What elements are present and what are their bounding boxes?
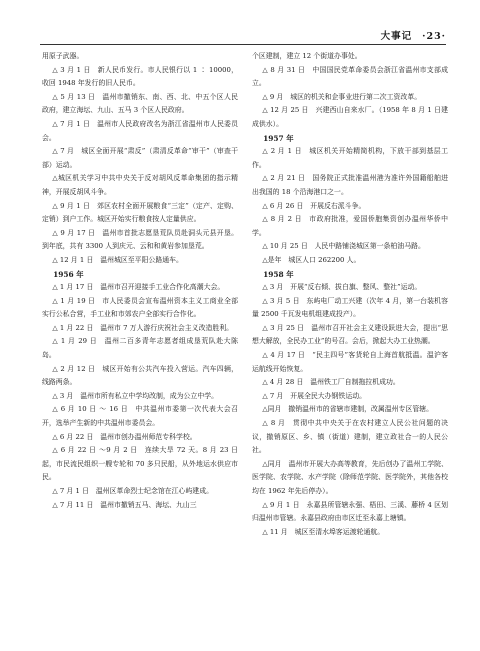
left-entry: △ 6 月 22 日 温州市创办温州师范专科学校。	[52, 432, 197, 441]
right-entry: △ 8 月 31 日 中国国民党革命委员会浙江省温州市支部成立。	[252, 65, 448, 88]
left-entry: △ 5 月 13 日 温州市撤销东、南、西、北、中五个区人民政府，建立海坛、九山、五马 3 个区人民政府。	[42, 92, 238, 115]
left-entry: △ 9 月 17 日 温州市首批志愿垦荒队员赴洞头元县开垦。到年底，共有 3300 人到庆元、云和和黄岩参加垦荒。	[42, 228, 238, 251]
right-column	[252, 50, 448, 641]
right-entry: △同月 温州市开展大办高等教育，先后创办了温州工学院、医学院、农学院、水产学院（除师范学院、医学院外，其他各校均在 1962 年先后停办）。	[252, 459, 448, 495]
right-entry: △ 4 月 17 日 “民主四号”客货轮自上海首航抵温。温沪客运航线开始恢复。	[252, 351, 448, 373]
right-entry: △ 9 月 1 日 永嘉县所管辖永强、梧田、三溪、藤桥 4 区划归温州市管辖。永嘉县政府由市区迁至永嘉上塘镇。	[252, 500, 448, 523]
right-entry: △ 9 月 城区的机关和企事业进行第二次工资改革。	[262, 92, 422, 101]
right-entry: △ 4 月 28 日 温州铁工厂自制拖拉机成功。	[262, 378, 400, 387]
left-entry: △ 6 月 10 日 ～ 16 日 中共温州市委第一次代表大会召开，选举产生新的中共温州市委员会。	[42, 405, 238, 428]
right-entry: △ 8 月 贯彻中共中央关于在农村建立人民公社问题的决议，撤销原区、乡、镇（街道）建制，建立政社合一的人民公社。	[252, 419, 448, 455]
right-entry: △是年 城区人口 262200 人。	[262, 255, 361, 264]
right-entry: △ 3 月 开展“反右倾、拔白旗、整风、整社”运动。	[262, 283, 422, 292]
right-entry: △ 2 月 21 日 国务院正式批准温州港为准许外国籍船舶进出我国的 18 个沿海港口之一。	[252, 174, 448, 196]
left-year-heading: 1956 年	[53, 269, 84, 279]
right-entry: △ 11 月 城区至清水埠客运渡轮通航。	[262, 527, 385, 536]
right-entry: △同月 撤销温州市的省辖市建制，改属温州专区管辖。	[262, 405, 434, 414]
page-header	[40, 26, 446, 42]
left-column	[42, 50, 238, 641]
right-entry: △ 7 月 开展全民大办钢铁运动。	[262, 391, 366, 400]
section-title: 大事记	[380, 31, 413, 42]
left-entry: △ 9 月 1 日 郊区农村全面开展粮食“三定”（定产、定购、定销）到户工作。城区开始实行粮食按人定量供应。	[42, 201, 238, 224]
left-entry: △ 1 月 22 日 温州市 7 万人游行庆祝社会主义改造胜利。	[52, 323, 234, 332]
right-entry: 个区建制，建立 12 个街道办事处。	[252, 52, 362, 60]
left-entry: 用原子武器。	[42, 52, 84, 60]
right-entry: △ 3 月 5 日 东屿电厂动工兴建（次年 4 月，第一台装机容量 2500 千瓦发电机组建成投产）。	[252, 296, 448, 319]
right-entry: △ 10 月 25 日 人民中路铺浇城区第一条柏油马路。	[262, 242, 425, 251]
left-entry: △ 7 月 城区全面开展“肃反”（肃清反革命“审干”（审查干部）运动。	[42, 147, 238, 169]
left-entry: △ 2 月 12 日 城区开始有公共汽车投入营运。汽车四辆，线路两条。	[42, 364, 238, 387]
left-entry: △ 1 月 17 日 温州市召开迎接手工业合作化高潮大会。	[52, 283, 225, 292]
header-rule	[40, 44, 446, 45]
right-entry: △ 2 月 1 日 城区机关开始精简机构，下放干部到基层工作。	[252, 147, 448, 169]
left-entry: △ 7 月 11 日 温州市撤销五马、海坛、九山三	[52, 500, 197, 509]
right-entry: △ 6 月 26 日 开展反右派斗争。	[262, 201, 366, 210]
left-entry: △ 6 月 22 日 ～9 月 2 日 连续大旱 72 天。8 月 23 日起，市民流民组织一艘专轮和 70 多只民船，从外地运水供应市民。	[42, 446, 238, 482]
left-entry: △ 12 月 1 日 温州城区至平阳公路通车。	[52, 255, 183, 264]
page-number: ·23·	[422, 31, 446, 42]
right-entry: △ 3 月 25 日 温州市召开社会主义建设跃进大会，提出“思想大解放，全民办工业”的号召。会后，掀起大办工业热潮。	[252, 323, 448, 346]
left-entry: △ 3 月 1 日 新人民币发行。市人民银行以 1 ∶ 10000，收回 1948 年发行的旧人民币。	[42, 65, 238, 88]
right-entry: △ 8 月 2 日 市政府批准，爱国侨胞集资创办温州华侨中学。	[252, 215, 448, 237]
left-entry: △ 7 月 1 日 温州市人民政府改名为浙江省温州市人民委员会。	[42, 119, 238, 142]
left-entry: △ 1 月 29 日 温州二百多青年志愿者组成垦荒队赴大陈岛。	[42, 337, 238, 360]
right-year-heading: 1957 年	[263, 133, 294, 143]
right-year-heading: 1958 年	[263, 269, 294, 279]
left-entry: △ 1 月 19 日 市人民委员会宣布温州资本主义工商业全部实行公私合营，手工业和市郊农户全部实行合作化。	[42, 296, 238, 319]
right-entry: △ 12 月 25 日 兴建西山自来水厂。（1958 年 8 月 1 日建成供水）。	[252, 106, 448, 128]
left-entry: △城区机关学习中共中央关于反对胡风反革命集团的指示精神，开展反胡风斗争。	[42, 174, 238, 196]
left-entry: △ 7 月 1 日 温州区革命烈士纪念馆在江心屿建成。	[52, 487, 213, 495]
left-entry: △ 3 月 温州市所有私立中学均改制，成为公立中学。	[52, 391, 218, 400]
